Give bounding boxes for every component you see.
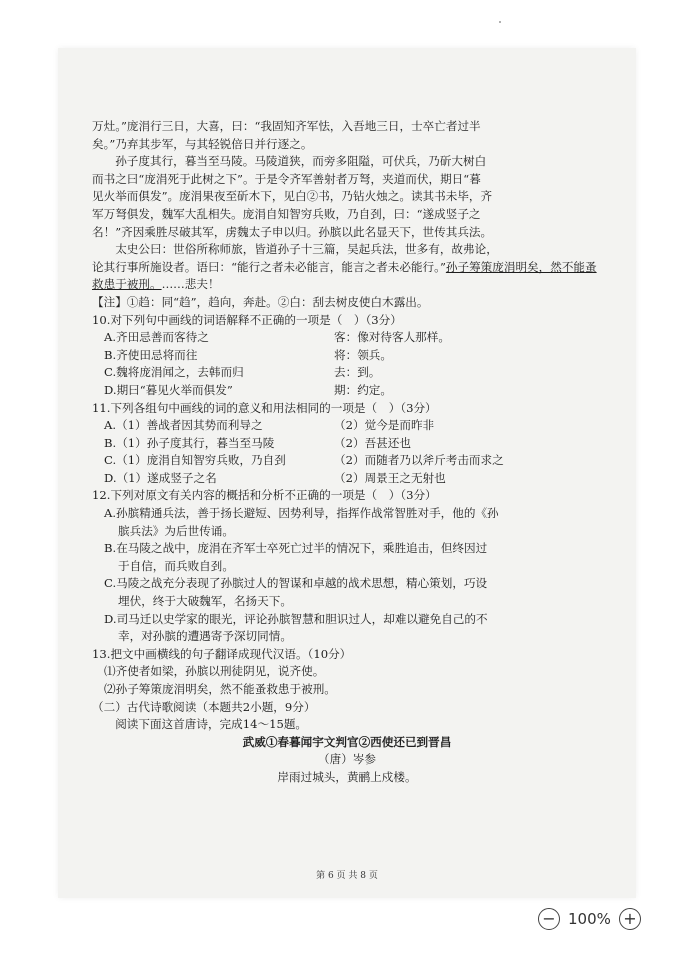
- option-gloss: 将：领兵。: [334, 347, 392, 362]
- text-line: 孙子度其行，暮当至马陵。马陵道狭，而旁多阻隘，可伏兵，乃斫大树白: [115, 154, 487, 169]
- option-text: D.期曰“暮见火举而俱发”: [104, 382, 233, 397]
- option-gloss: 去：到。: [334, 365, 381, 380]
- q10-option-a: [92, 329, 602, 347]
- option-text: C.魏将庞涓闻之，去韩而归: [104, 365, 244, 380]
- q12-option-c-cont: 埋伏，终于大破魏军，名扬天下。: [118, 594, 292, 609]
- option-text-2: （2）吾甚还也: [334, 435, 411, 450]
- text-line: 而书之曰“庞涓死于此树之下”。于是令齐军善射者万弩，夹道而伏，期日“暮: [92, 171, 481, 186]
- q12-option-d-cont: 幸，对孙膑的遭遇寄予深切同情。: [118, 629, 292, 644]
- q13-sentence-2: ⑵孙子筹策庞涓明矣，然不能蚤救患于被刑。: [104, 682, 336, 696]
- option-gloss: 期：约定。: [334, 382, 392, 397]
- text-segment: 论其行事所施设者。语曰：“能行之者未必能言，能言之者未必能行。”: [92, 259, 446, 274]
- option-text: D.（1）遂成竖子之名: [104, 470, 217, 485]
- question-13-stem: 13.把文中画横线的句子翻译成现代汉语。（10分）: [92, 646, 352, 661]
- option-text-2: （2）而随者乃以斧斤考击而求之: [334, 453, 504, 468]
- text-line: 见火举而俱发”。庞涓果夜至斫木下，见白②书，乃钻火烛之。读其书未毕，齐: [92, 189, 493, 204]
- q12-option-a: A.孙膑精通兵法，善于扬长避短、因势利导，指挥作战常智胜对手，他的《孙: [104, 506, 499, 521]
- q10-option-b: [92, 347, 602, 365]
- page-content: [92, 118, 602, 787]
- text-line: 矣。”乃弃其步军，与其轻锐倍日并行逐之。: [92, 136, 313, 151]
- text-line: 太史公曰：世俗所称师旅，皆道孙子十三篇，吴起兵法，世多有，故弗论，: [115, 242, 498, 257]
- minus-circle-icon[interactable]: −: [538, 908, 560, 930]
- text-segment: ……悲夫！: [161, 277, 220, 292]
- q11-option-a: [92, 417, 602, 435]
- option-text: A.（1）善战者因其势而利导之: [104, 418, 263, 433]
- question-12-stem: 12.下列对原文有关内容的概括和分析不正确的一项是（ ）（3分）: [92, 488, 437, 503]
- poem-author: （唐）岑参: [318, 752, 376, 767]
- option-text: A.齐田忌善而客待之: [104, 330, 209, 345]
- text-line: [92, 259, 602, 294]
- question-11-stem: 11.下列各组句中画线的词的意义和用法相同的一项是（ ）（3分）: [92, 400, 437, 415]
- q12-option-b-cont: 于自信，而兵败自刭。: [118, 558, 234, 573]
- q12-option-b: B.在马陵之战中，庞涓在齐军士卒死亡过半的情况下，乘胜追击，但终因过: [104, 541, 488, 556]
- poem-line: 岸雨过城头，黄鹂上戍楼。: [277, 769, 417, 784]
- q12-option-c: C.马陵之战充分表现了孙膑过人的智谋和卓越的战术思想，精心策划，巧设: [104, 576, 488, 591]
- option-text: B.齐使田忌将而往: [104, 347, 198, 362]
- option-text: C.（1）庞涓自知智穷兵败，乃自刭: [104, 453, 286, 468]
- document-page: [58, 48, 636, 898]
- q11-option-d: [92, 470, 602, 488]
- underlined-sentence: 孙子筹策庞涓明矣，然不能蚤救患于被刑。: [92, 259, 597, 292]
- page-footer: 第 6 页 共 8 页: [316, 871, 378, 881]
- section-heading: （二）古代诗歌阅读（本题共2小题，9分）: [92, 699, 316, 714]
- speck: [499, 21, 501, 23]
- q10-option-c: [92, 364, 602, 382]
- instruction: 阅读下面这首唐诗，完成14～15题。: [115, 717, 308, 732]
- q12-option-d: D.司马迁以史学家的眼光，评论孙膑智慧和胆识过人，却难以避免自己的不: [104, 611, 488, 626]
- option-gloss: 客：像对待客人那样。: [334, 330, 450, 345]
- question-10-stem: 10.对下列句中画线的词语解释不正确的一项是（ ）（3分）: [92, 312, 402, 327]
- q10-option-d: [92, 382, 602, 400]
- text-line: 万灶。”庞涓行三日，大喜，曰：“我固知齐军怯，入吾地三日，士卒亡者过半: [92, 119, 481, 133]
- plus-circle-icon[interactable]: +: [619, 908, 641, 930]
- note: 【注】①趋：同“趋”，趋向，奔赴。②白：刮去树皮使白木露出。: [92, 294, 429, 309]
- q11-option-c: [92, 452, 602, 470]
- q13-sentence-1: ⑴齐使者如梁，孙膑以刑徒阴见，说齐使。: [104, 664, 325, 679]
- option-text-2: （2）觉今是而昨非: [334, 418, 435, 433]
- text-line: 军万弩俱发，魏军大乱相失。庞涓自知智穷兵败，乃自刭，曰：“遂成竖子之: [92, 206, 481, 221]
- q12-option-a-cont: 膑兵法》为后世传诵。: [118, 523, 234, 538]
- poem-title: 武威①春暮闻宇文判官②西使还已到晋昌: [242, 734, 452, 749]
- q11-option-b: [92, 435, 602, 453]
- option-text-2: （2）周景王之无射也: [334, 470, 446, 485]
- zoom-level: 100%: [568, 910, 611, 928]
- zoom-control: [538, 906, 641, 932]
- option-text: B.（1）孙子度其行，暮当至马陵: [104, 435, 275, 450]
- text-line: 名！”齐因乘胜尽破其军，虏魏太子申以归。孙膑以此名显天下，世传其兵法。: [92, 224, 493, 239]
